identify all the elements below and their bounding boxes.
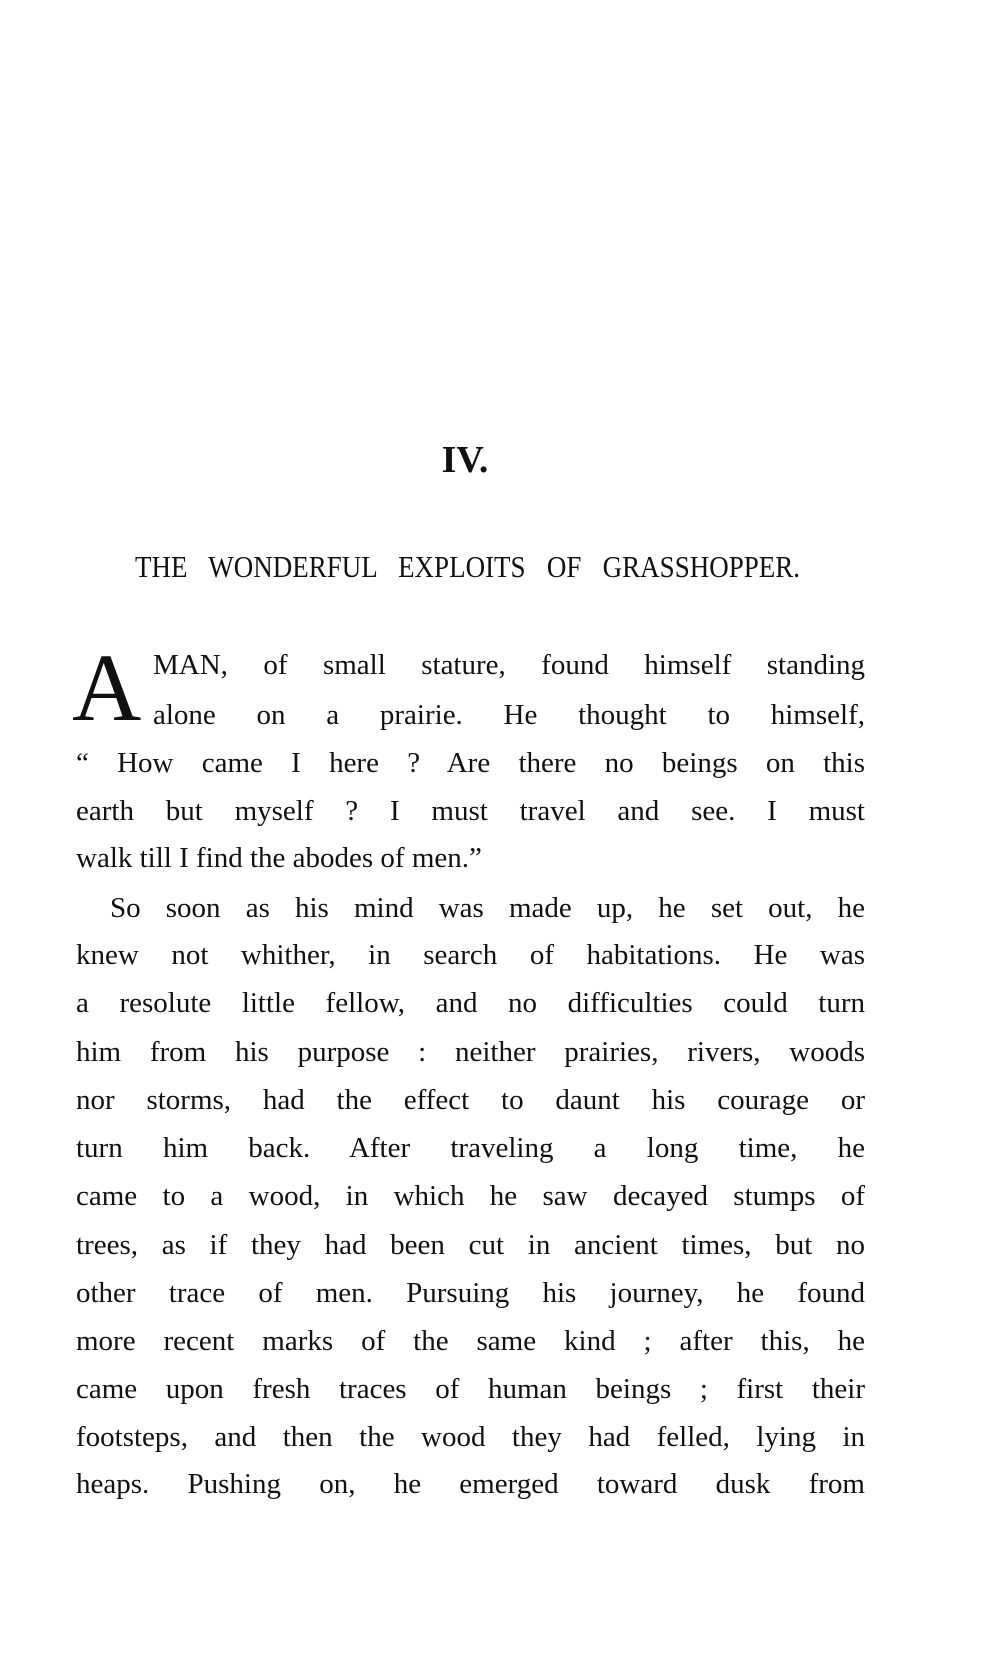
chapter-number: IV. xyxy=(441,439,489,481)
text-line-content: earth but myself ? I must travel and see. I must xyxy=(76,795,865,827)
text-line xyxy=(76,746,865,780)
text-line xyxy=(76,1420,865,1454)
text-line xyxy=(76,986,865,1020)
text-line xyxy=(76,1179,865,1213)
text-line xyxy=(76,1035,865,1069)
text-line xyxy=(110,891,865,925)
text-line-content: other trace of men. Pursuing his journey, he found xyxy=(76,1277,865,1309)
text-line-content: alone on a prairie. He thought to himself, xyxy=(153,699,865,731)
text-line-content: came upon fresh traces of human beings ; first their xyxy=(76,1373,865,1405)
text-line xyxy=(76,794,865,828)
text-line xyxy=(76,1467,865,1501)
text-line-content: footsteps, and then the wood they had felled, lying in xyxy=(76,1421,865,1453)
chapter-title: THE WONDERFUL EXPLOITS OF GRASSHOPPER. xyxy=(135,550,800,584)
text-line xyxy=(76,938,865,972)
text-line-content: came to a wood, in which he saw decayed stumps of xyxy=(76,1180,865,1212)
text-line-content: walk till I find the abodes of men.” xyxy=(76,842,482,874)
text-line-content: more recent marks of the same kind ; after this, he xyxy=(76,1325,865,1357)
text-line-content: a resolute little fellow, and no difficulties could turn xyxy=(76,987,865,1019)
text-line-content: MAN, of small stature, found himself standing xyxy=(153,649,865,681)
text-line xyxy=(76,1131,865,1165)
text-line-content: knew not whither, in search of habitations. He was xyxy=(76,939,865,971)
text-line xyxy=(76,1324,865,1358)
text-line-content: trees, as if they had been cut in ancient times, but no xyxy=(76,1229,865,1261)
text-line-content: him from his purpose : neither prairies, rivers, woods xyxy=(76,1036,865,1068)
text-line-content: “ How came I here ? Are there no beings on this xyxy=(76,747,865,779)
text-line-content: heaps. Pushing on, he emerged toward dusk from xyxy=(76,1468,865,1500)
text-line-content: turn him back. After traveling a long time, he xyxy=(76,1132,865,1164)
text-line xyxy=(76,1083,865,1117)
text-line xyxy=(76,1372,865,1406)
drop-cap: A xyxy=(72,634,142,741)
text-line xyxy=(76,1276,865,1310)
text-line xyxy=(76,1228,865,1262)
text-line-content: So soon as his mind was made up, he set out, he xyxy=(110,892,865,924)
text-line xyxy=(76,841,865,875)
text-line xyxy=(153,698,865,732)
text-line xyxy=(153,648,865,682)
text-line-content: nor storms, had the effect to daunt his courage or xyxy=(76,1084,865,1116)
